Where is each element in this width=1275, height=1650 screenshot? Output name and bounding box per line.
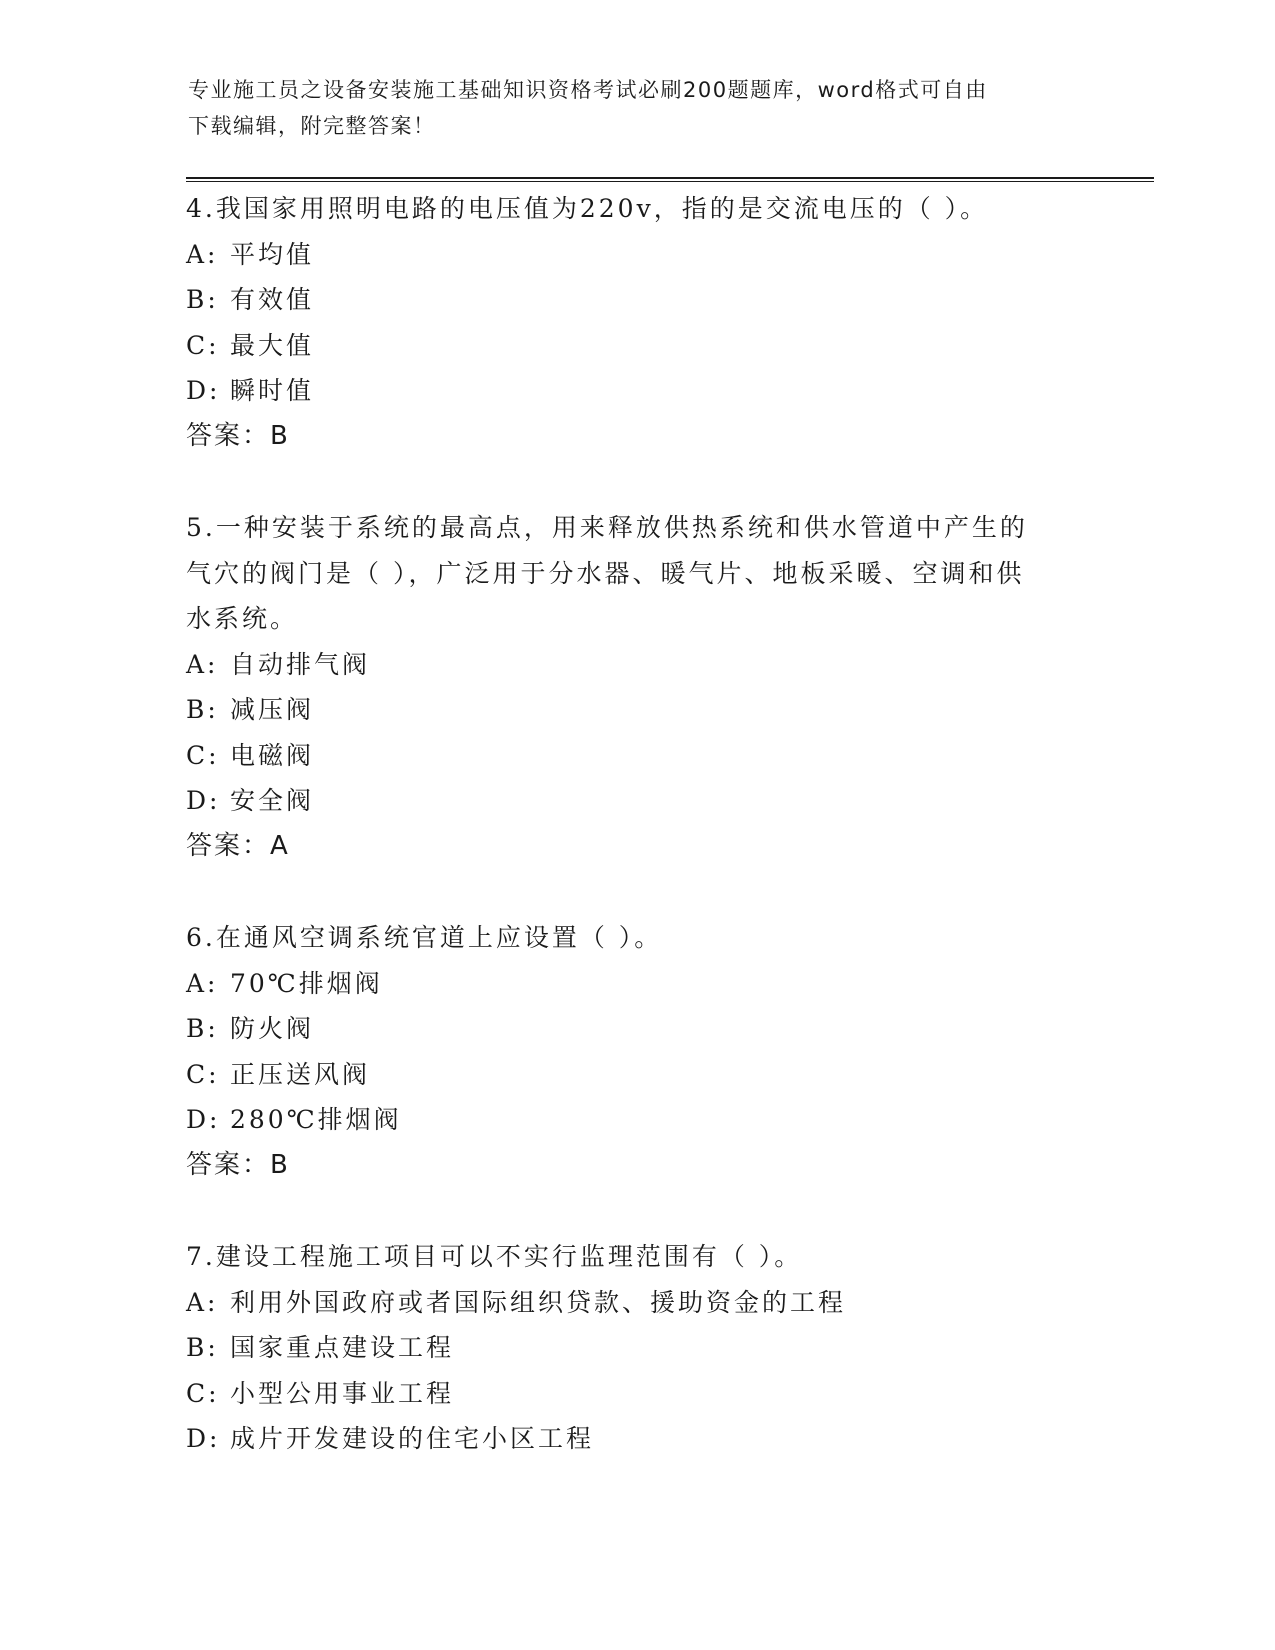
option-a: [186, 961, 1086, 1007]
option-a: [186, 232, 1086, 278]
option-text: 70℃排烟阀: [230, 968, 383, 998]
question-5: [186, 505, 1086, 869]
option-b: [186, 1325, 1086, 1371]
option-c: [186, 733, 1086, 779]
option-text: 电磁阀: [230, 740, 315, 770]
option-text: 瞬时值: [230, 376, 315, 405]
answer-label: 答案：B: [186, 1149, 290, 1180]
option-letter: A:: [186, 239, 219, 269]
option-text: 国家重点建设工程: [230, 1333, 455, 1362]
option-c: [186, 1052, 1086, 1098]
question-list: [186, 186, 1086, 1508]
option-text: 利用外国政府或者国际组织贷款、援助资金的工程: [230, 1287, 847, 1317]
question-4: [186, 186, 1086, 459]
option-text: 防火阀: [230, 1014, 315, 1043]
answer-label: 答案：A: [186, 830, 290, 861]
option-letter: D:: [186, 1424, 221, 1453]
option-text: 成片开发建设的住宅小区工程: [230, 1424, 595, 1453]
header-divider: [186, 177, 1154, 182]
option-text: 小型公用事业工程: [230, 1378, 455, 1408]
option-a: [186, 642, 1086, 688]
option-c: [186, 323, 1086, 369]
question-stem: 6.在通风空调系统官道上应设置（ ）。: [186, 923, 663, 952]
question-stem: 4.我国家用照明电路的电压值为220v，指的是交流电压的（ ）。: [186, 194, 989, 223]
option-text: 正压送风阀: [230, 1059, 371, 1089]
header-line-2: 下载编辑，附完整答案！: [188, 114, 436, 138]
question-stem-line-2: 气穴的阀门是（ ），广泛用于分水器、暖气片、地板采暖、空调和供: [186, 558, 1025, 588]
option-b: [186, 1006, 1086, 1052]
option-letter: B:: [186, 285, 219, 314]
answer-label: 答案：B: [186, 420, 290, 451]
option-letter: D:: [186, 786, 221, 815]
option-letter: A:: [186, 1287, 219, 1317]
question-7: [186, 1234, 1086, 1462]
question-stem-line-3: 水系统。: [186, 604, 299, 633]
option-d: [186, 1097, 1086, 1143]
option-text: 减压阀: [230, 695, 315, 724]
option-letter: B:: [186, 1014, 219, 1043]
option-letter: C:: [186, 740, 220, 770]
option-c: [186, 1371, 1086, 1417]
option-b: [186, 277, 1086, 323]
option-b: [186, 687, 1086, 733]
option-d: [186, 778, 1086, 824]
question-6: [186, 915, 1086, 1188]
option-letter: C:: [186, 1059, 220, 1089]
option-text: 有效值: [230, 285, 315, 314]
option-text: 最大值: [230, 330, 315, 360]
option-a: [186, 1280, 1086, 1326]
question-stem-line-1: 5.一种安装于系统的最高点，用来释放供热系统和供水管道中产生的: [186, 513, 1028, 542]
option-letter: C:: [186, 1378, 220, 1408]
option-text: 安全阀: [230, 786, 315, 815]
option-letter: A:: [186, 649, 219, 679]
option-letter: D:: [186, 1105, 221, 1134]
option-letter: D:: [186, 376, 221, 405]
option-d: [186, 1416, 1086, 1462]
option-letter: B:: [186, 695, 219, 724]
question-stem: 7.建设工程施工项目可以不实行监理范围有（ ）。: [186, 1242, 803, 1271]
option-letter: C:: [186, 330, 220, 360]
option-letter: B:: [186, 1333, 219, 1362]
option-text: 自动排气阀: [230, 649, 371, 679]
option-d: [186, 368, 1086, 414]
header-line-1: 专业施工员之设备安装施工基础知识资格考试必刷200题题库，word格式可自由: [188, 78, 988, 102]
option-text: 280℃排烟阀: [230, 1105, 402, 1134]
option-letter: A:: [186, 968, 219, 998]
document-header: [188, 72, 1068, 144]
option-text: 平均值: [230, 239, 315, 269]
